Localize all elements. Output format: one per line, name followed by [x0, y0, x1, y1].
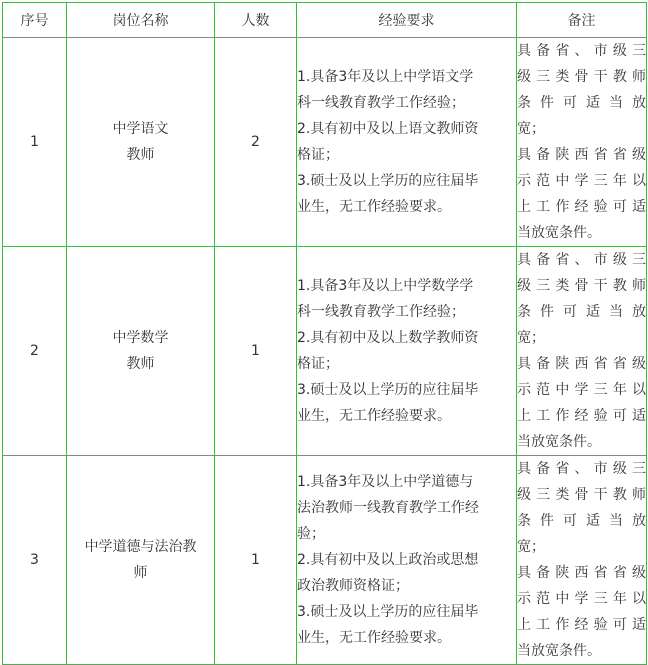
cell-position [67, 247, 215, 456]
remark-line: 具备省、市级三 [517, 461, 646, 477]
cell-no: 3 [3, 456, 67, 665]
remark-line: 具备省、市级三 [517, 252, 646, 268]
requirement-line: 3.硕士及以上学历的应往届毕 [297, 382, 479, 398]
requirement-line: 法治教师一线教育教学工作经 [297, 500, 479, 516]
position-line: 教师 [126, 147, 155, 163]
cell-position [67, 456, 215, 665]
requirement-line: 1.具备3年及以上中学语文学 [297, 69, 474, 85]
requirement-line: 2.具有初中及以上数学教师资 [297, 330, 479, 346]
cell-requirement [297, 38, 517, 247]
remark-line: 当放宽条件。 [517, 434, 601, 450]
requirement-line: 格证； [297, 356, 339, 372]
header-no: 序号 [3, 3, 67, 38]
requirement-line: 3.硕士及以上学历的应往届毕 [297, 173, 479, 189]
requirement-line: 政治教师资格证； [297, 578, 409, 594]
position-line: 教师 [126, 356, 155, 372]
requirement-line: 业生，无工作经验要求。 [297, 199, 451, 215]
remark-line: 级三类骨干教师 [517, 487, 646, 503]
cell-requirement [297, 456, 517, 665]
requirement-line: 业生，无工作经验要求。 [297, 408, 451, 424]
remark-line: 宽； [517, 539, 545, 555]
requirement-line: 格证； [297, 147, 339, 163]
position-line: 师 [133, 565, 148, 581]
remark-line: 宽； [517, 121, 545, 137]
remark-line: 级三类骨干教师 [517, 278, 646, 294]
remark-line: 上工作经验可适 [517, 408, 646, 424]
header-requirement: 经验要求 [297, 3, 517, 38]
table-row [3, 247, 647, 456]
cell-no: 2 [3, 247, 67, 456]
recruitment-table [2, 2, 647, 665]
cell-requirement [297, 247, 517, 456]
position-line: 中学道德与法治教 [84, 539, 197, 555]
remark-line: 示范中学三年以 [517, 173, 646, 189]
remark-line: 当放宽条件。 [517, 643, 601, 659]
header-position: 岗位名称 [67, 3, 215, 38]
remark-line: 当放宽条件。 [517, 225, 601, 241]
cell-remark [517, 456, 647, 665]
cell-count: 2 [215, 38, 297, 247]
remark-line: 具备省、市级三 [517, 43, 646, 59]
cell-count: 1 [215, 456, 297, 665]
requirement-line: 2.具有初中及以上语文教师资 [297, 121, 479, 137]
requirement-line: 3.硕士及以上学历的应往届毕 [297, 604, 479, 620]
table-row [3, 38, 647, 247]
requirement-line: 1.具备3年及以上中学数学学 [297, 278, 474, 294]
cell-remark [517, 247, 647, 456]
remark-line: 条件可适当放 [517, 304, 646, 320]
requirement-line: 业生，无工作经验要求。 [297, 630, 451, 646]
remark-line: 条件可适当放 [517, 95, 646, 111]
header-remark: 备注 [517, 3, 647, 38]
position-line: 中学数学 [112, 330, 169, 346]
requirement-line: 科一线教育教学工作经验； [297, 304, 465, 320]
requirement-line: 科一线教育教学工作经验； [297, 95, 465, 111]
remark-line: 示范中学三年以 [517, 591, 646, 607]
header-row [3, 3, 647, 38]
remark-line: 上工作经验可适 [517, 199, 646, 215]
remark-line: 具备陕西省省级 [517, 147, 646, 163]
requirement-line: 验； [297, 526, 325, 542]
header-count: 人数 [215, 3, 297, 38]
remark-line: 级三类骨干教师 [517, 69, 646, 85]
remark-line: 具备陕西省省级 [517, 565, 646, 581]
requirement-line: 2.具有初中及以上政治或思想 [297, 552, 479, 568]
remark-line: 示范中学三年以 [517, 382, 646, 398]
remark-line: 具备陕西省省级 [517, 356, 646, 372]
table-row [3, 456, 647, 665]
cell-position [67, 38, 215, 247]
cell-count: 1 [215, 247, 297, 456]
remark-line: 上工作经验可适 [517, 617, 646, 633]
requirement-line: 1.具备3年及以上中学道德与 [297, 474, 474, 490]
remark-line: 宽； [517, 330, 545, 346]
position-line: 中学语文 [112, 121, 169, 137]
cell-no: 1 [3, 38, 67, 247]
remark-line: 条件可适当放 [517, 513, 646, 529]
cell-remark [517, 38, 647, 247]
